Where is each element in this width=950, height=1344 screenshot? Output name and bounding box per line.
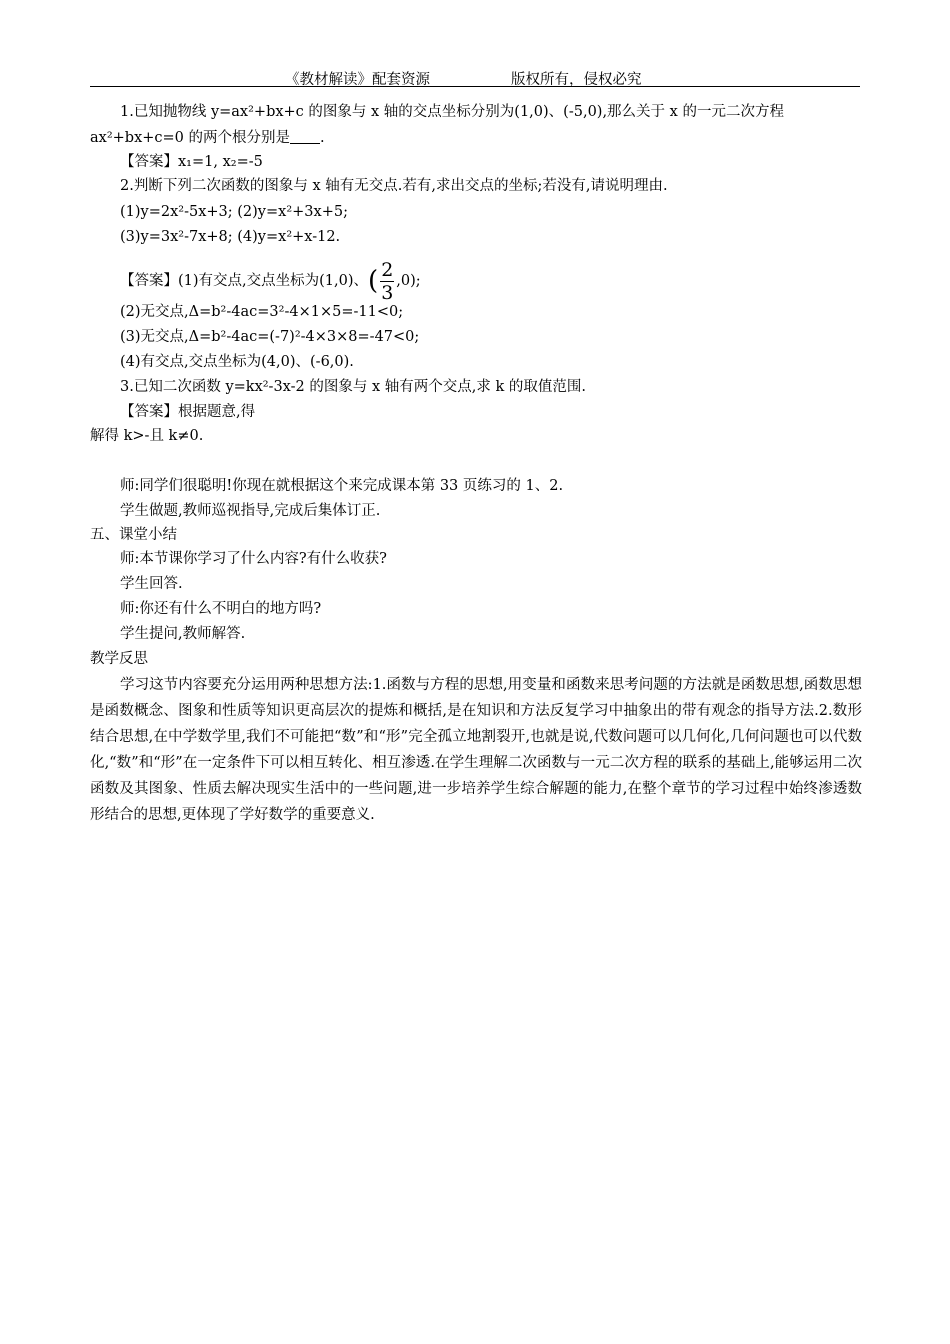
question-2-answer-suffix: ,0); <box>396 273 421 289</box>
teacher-line-2: 师:本节课你学习了什么内容?有什么收获? <box>120 551 387 567</box>
teacher-line-1: 师:同学们很聪明!你现在就根据这个来完成课本第 33 页练习的 1、2. <box>120 478 564 494</box>
reflection-paragraph: 学习这节内容要充分运用两种思想方法:1.函数与方程的思想,用变量和函数来思考问题的方法就是函数思想,函数思想是函数概念、图象和性质等知识更高层次的提炼和概括,是在知识和方法反复学习中抽象出的带有观念的指导方法.2.数形结合思想,在中学数学里,我们不可能把“数”和“形”完全孤立地割裂开,也就是说,代数问题可以几何化,几何问题也可以代数化,“数”和“形”在一定条件下可以相互转化、相互渗透.在学生理解二次函数与一元二次方程的联系的基础上,能够运用二次函数及其图象、性质去解决现实生活中的一些问题,进一步培养学生综合解题的能力,在整个章节的学习过程中始终渗透数形结合的思想,更体现了学好数学的重要意义. <box>90 677 862 823</box>
question-2-answer-3: (3)无交点,Δ=b²-4ac=(-7)²-4×3×8=-47<0; <box>120 329 420 345</box>
question-2-answer-4: (4)有交点,交点坐标为(4,0)、(-6,0). <box>120 354 354 370</box>
question-2-items-b: (3)y=3x²-7x+8; (4)y=x²+x-12. <box>120 229 341 245</box>
teacher-line-3: 师:你还有什么不明白的地方吗? <box>120 601 322 617</box>
student-line-1: 学生做题,教师巡视指导,完成后集体订正. <box>120 503 381 519</box>
question-2-answer-1 <box>120 258 421 304</box>
question-2-stem: 2.判断下列二次函数的图象与 x 轴有无交点.若有,求出交点的坐标;若没有,请说明理由. <box>120 178 668 194</box>
question-1-line2-text: ax²+bx+c=0 的两个根分别是 <box>90 130 290 146</box>
open-paren: ( <box>368 266 379 296</box>
question-1-line1: 1.已知抛物线 y=ax²+bx+c 的图象与 x 轴的交点坐标分别为(1,0)、(-5,0),那么关于 x 的一元二次方程 <box>120 104 784 120</box>
question-1-line2-end: . <box>320 130 325 146</box>
answer-blank <box>290 129 320 144</box>
section-5-heading: 五、课堂小结 <box>90 527 177 543</box>
question-1-line2 <box>90 126 325 150</box>
question-3-answer: 【答案】根据题意,得 <box>120 404 256 420</box>
student-line-2: 学生回答. <box>120 576 183 592</box>
fraction-numerator: 2 <box>381 258 394 281</box>
page-header <box>90 66 860 87</box>
header-source: 《教材解读》配套资源 <box>285 72 430 88</box>
question-3-result: 解得 k>-且 k≠0. <box>90 428 204 444</box>
student-line-3: 学生提问,教师解答. <box>120 626 246 642</box>
question-2-answer-prefix: 【答案】(1)有交点,交点坐标为(1,0)、 <box>120 273 369 289</box>
header-copyright: 版权所有，侵权必究 <box>511 72 642 88</box>
question-1-answer: 【答案】x₁=1, x₂=-5 <box>120 154 263 170</box>
question-3-stem: 3.已知二次函数 y=kx²-3x-2 的图象与 x 轴有两个交点,求 k 的取值范围. <box>120 379 586 395</box>
fraction <box>380 259 394 304</box>
fraction-denominator: 3 <box>381 281 394 304</box>
question-2-answer-2: (2)无交点,Δ=b²-4ac=3²-4×1×5=-11<0; <box>120 304 404 320</box>
question-2-items-a: (1)y=2x²-5x+3; (2)y=x²+3x+5; <box>120 204 348 220</box>
reflection-title: 教学反思 <box>90 651 148 667</box>
